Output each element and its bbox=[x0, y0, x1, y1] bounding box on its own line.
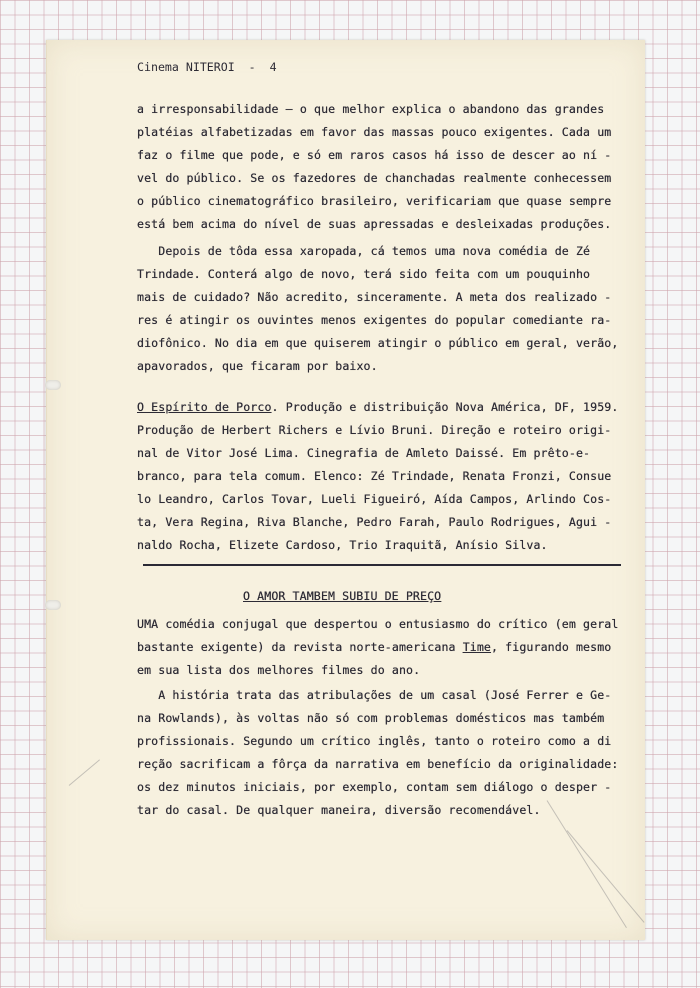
text-line: Trindade. Conterá algo de novo, terá sido feita com um pouquinho bbox=[137, 267, 591, 281]
credits-text: . Produção e distribuição Nova América, DF, 1959. bbox=[271, 400, 619, 414]
text-span: , figurando mesmo bbox=[491, 640, 612, 654]
credits-first-line bbox=[137, 400, 618, 414]
film-title: O Espírito de Porco bbox=[137, 400, 272, 414]
pencil-scratch bbox=[547, 800, 627, 928]
text-line: Depois de tôda essa xaropada, cá temos uma nova comédia de Zé bbox=[137, 244, 591, 258]
typewritten-page bbox=[46, 40, 645, 940]
text-line: profissionais. Segundo um crítico inglês, tanto o roteiro como a di bbox=[137, 734, 612, 748]
text-line: naldo Rocha, Elizete Cardoso, Trio Iraquitã, Anísio Silva. bbox=[137, 538, 548, 552]
text-line: vel do público. Se os fazedores de chanchadas realmente conhecessem bbox=[137, 171, 612, 185]
text-line-with-magazine bbox=[137, 640, 611, 654]
page-header: Cinema NITEROI - 4 bbox=[137, 60, 277, 74]
pencil-scratch bbox=[567, 830, 645, 923]
text-line: a irresponsabilidade — o que melhor explica o abandono das grandes bbox=[137, 102, 605, 116]
text-line: apavorados, que ficaram por baixo. bbox=[137, 359, 378, 373]
magazine-name: Time bbox=[462, 640, 492, 654]
text-line: UMA comédia conjugal que despertou o entusiasmo do crítico (em geral bbox=[137, 617, 619, 631]
punch-hole bbox=[45, 600, 61, 610]
pencil-scratch bbox=[69, 759, 100, 785]
text-line: res é atingir os ouvintes menos exigentes do popular comediante ra- bbox=[137, 313, 612, 327]
text-line: platéias alfabetizadas em favor das massas pouco exigentes. Cada um bbox=[137, 125, 612, 139]
section-divider bbox=[143, 564, 621, 566]
text-line: branco, para tela comum. Elenco: Zé Trindade, Renata Fronzi, Consue bbox=[137, 469, 612, 483]
text-line: está bem acima do nível de suas apressadas e desleixadas produções. bbox=[137, 217, 612, 231]
text-line: o público cinematográfico brasileiro, verificariam que quase sempre bbox=[137, 194, 612, 208]
text-line: faz o filme que pode, e só em raros casos há isso de descer ao ní - bbox=[137, 148, 612, 162]
text-line: lo Leandro, Carlos Tovar, Lueli Figueiró, Aída Campos, Arlindo Cos- bbox=[137, 492, 612, 506]
text-line: diofônico. No dia em que quiserem atingir o público em geral, verão, bbox=[137, 336, 619, 350]
text-line: os dez minutos iniciais, por exemplo, contam sem diálogo o desper - bbox=[137, 780, 612, 794]
text-line: nal de Vitor José Lima. Cinegrafia de Amleto Daissé. Em prêto-e- bbox=[137, 446, 591, 460]
review-heading: O AMOR TAMBEM SUBIU DE PREÇO bbox=[243, 589, 442, 603]
text-line: ta, Vera Regina, Riva Blanche, Pedro Farah, Paulo Rodrigues, Agui - bbox=[137, 515, 612, 529]
text-span: bastante exigente) da revista norte-americana bbox=[137, 640, 463, 654]
text-line: Produção de Herbert Richers e Lívio Bruni. Direção e roteiro origi- bbox=[137, 423, 612, 437]
text-line: em sua lista dos melhores filmes do ano. bbox=[137, 663, 421, 677]
text-line: na Rowlands), às voltas não só com problemas domésticos mas também bbox=[137, 711, 605, 725]
text-line: reção sacrificam a fôrça da narrativa em benefício da originalidade: bbox=[137, 757, 619, 771]
text-line: A história trata das atribulações de um casal (José Ferrer e Ge- bbox=[137, 688, 612, 702]
text-line: tar do casal. De qualquer maneira, diversão recomendável. bbox=[137, 803, 541, 817]
punch-hole bbox=[45, 380, 61, 390]
text-line: mais de cuidado? Não acredito, sinceramente. A meta dos realizado - bbox=[137, 290, 612, 304]
